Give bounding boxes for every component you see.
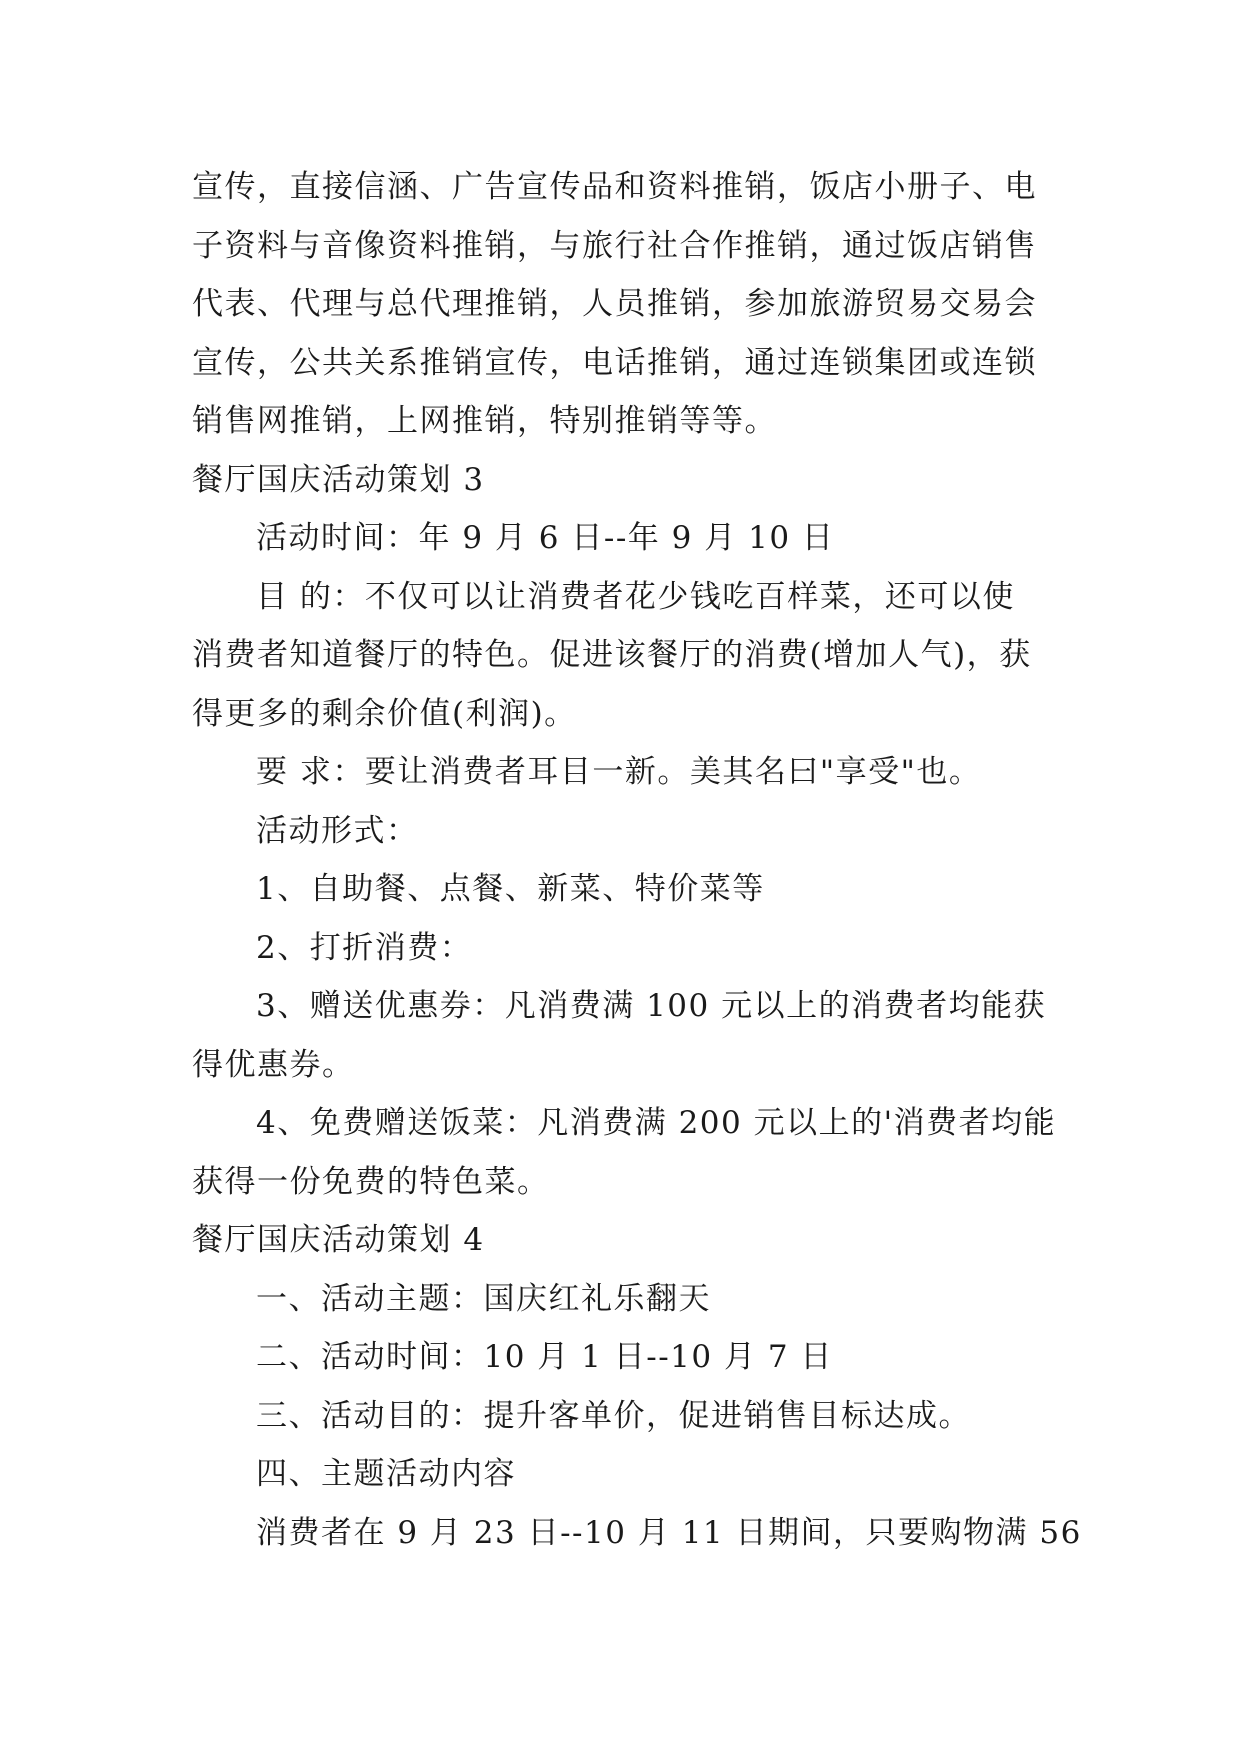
paragraph-line: 3、赠送优惠券：凡消费满 100 元以上的消费者均能获 bbox=[256, 988, 1047, 1024]
section-heading: 餐厅国庆活动策划 3 bbox=[192, 461, 485, 498]
paragraph-line: 消费者在 9 月 23 日--10 月 11 日期间，只要购物满 56 bbox=[256, 1514, 1082, 1551]
paragraph-line: 活动形式： bbox=[256, 812, 419, 849]
document-body bbox=[192, 158, 1082, 1562]
paragraph-line: 子资料与音像资料推销，与旅行社合作推销，通过饭店销售 bbox=[192, 227, 1037, 264]
paragraph-line: 宣传，公共关系推销宣传，电话推销，通过连锁集团或连锁 bbox=[192, 344, 1037, 381]
paragraph-line: 四、主题活动内容 bbox=[256, 1456, 516, 1492]
paragraph-line: 1、自助餐、点餐、新菜、特价菜等 bbox=[256, 871, 765, 907]
paragraph-line: 得更多的剩余价值(利润)。 bbox=[192, 695, 577, 732]
paragraph-line: 目 的：不仅可以让消费者花少钱吃百样菜，还可以使 bbox=[256, 578, 1015, 615]
paragraph-line: 获得一份免费的特色菜。 bbox=[192, 1163, 550, 1200]
paragraph-line: 要 求：要让消费者耳目一新。美其名曰"享受"也。 bbox=[256, 754, 982, 790]
paragraph-line: 活动时间：年 9 月 6 日--年 9 月 10 日 bbox=[256, 520, 835, 556]
paragraph-line: 2、打折消费： bbox=[256, 929, 473, 966]
paragraph-line: 消费者知道餐厅的特色。促进该餐厅的消费(增加人气)，获 bbox=[192, 637, 1032, 673]
paragraph-line: 二、活动时间：10 月 1 日--10 月 7 日 bbox=[256, 1339, 833, 1375]
paragraph-line: 代表、代理与总代理推销，人员推销，参加旅游贸易交易会 bbox=[192, 286, 1037, 322]
paragraph-line: 销售网推销，上网推销，特别推销等等。 bbox=[192, 403, 777, 439]
paragraph-line: 宣传，直接信涵、广告宣传品和资料推销，饭店小册子、电 bbox=[192, 169, 1037, 205]
paragraph-line: 一、活动主题：国庆红礼乐翻天 bbox=[256, 1280, 711, 1317]
section-heading: 餐厅国庆活动策划 4 bbox=[192, 1222, 485, 1258]
paragraph-line: 4、免费赠送饭菜：凡消费满 200 元以上的'消费者均能 bbox=[256, 1105, 1057, 1141]
paragraph-line: 得优惠券。 bbox=[192, 1046, 355, 1083]
paragraph-line: 三、活动目的：提升客单价，促进销售目标达成。 bbox=[256, 1397, 971, 1434]
